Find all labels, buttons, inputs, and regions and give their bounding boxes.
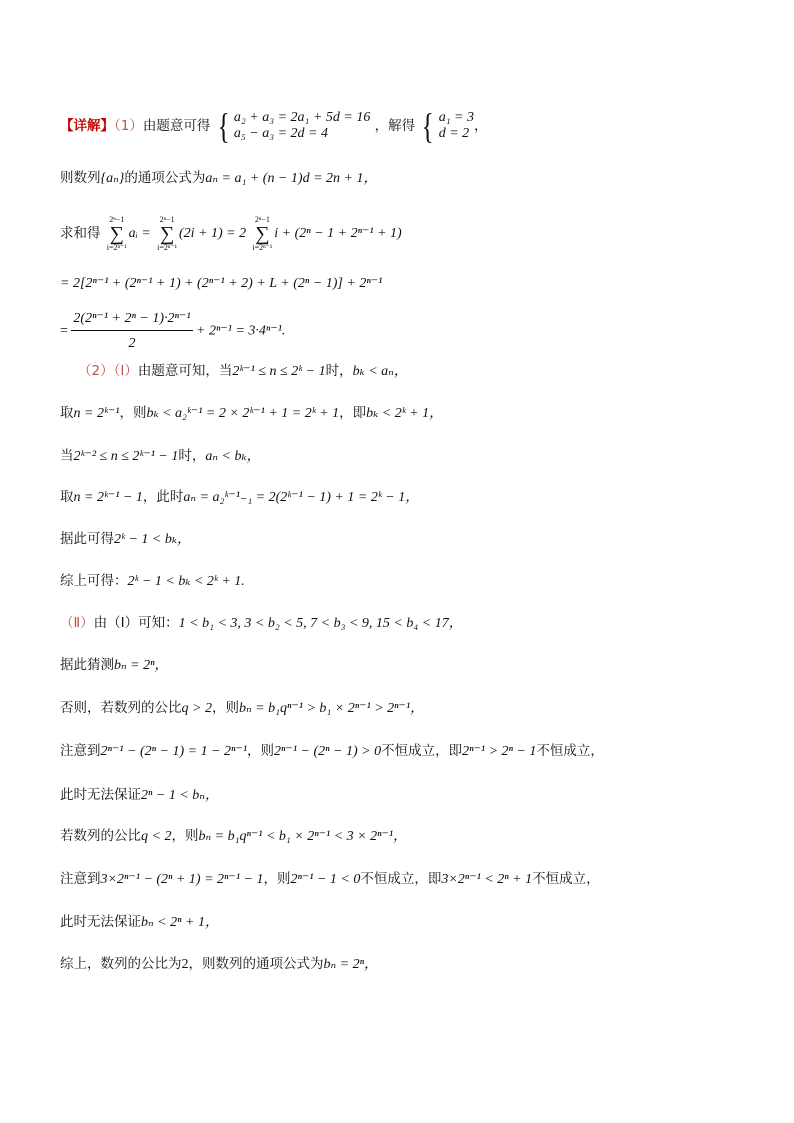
text: ，则数列的通项公式为 [188,956,324,972]
text: 取 [60,489,74,505]
line-note-1 [60,745,754,759]
text: 时， [325,363,353,379]
math: 2ᵏ − 1 < bₖ < 2ᵏ + 1. [127,574,245,589]
math: 2ⁿ⁻¹ − (2ⁿ − 1) = 1 − 2ⁿ⁻¹ [100,744,248,759]
denominator: 2 [128,336,136,352]
text: 注意到 [60,743,101,759]
text: 不恒成立，即 [360,871,442,887]
math: n = 2ᵏ⁻¹ [73,406,120,421]
equation: a₂ + a₃ = 2a₁ + 5d = 16 [233,110,371,125]
line-expansion [60,277,754,291]
line-final-conclusion [60,958,754,972]
text: ，此时 [142,489,184,505]
text: 求和得 [60,225,101,242]
line-cannot-guarantee-2 [60,916,754,930]
math: (2i + 1) = 2 [179,226,247,241]
math: {aₙ} [100,171,125,186]
text: 不恒成立，即 [381,743,463,759]
text: 此时无法保证 [60,787,141,803]
text: 综上可得： [60,573,128,589]
math: bₙ < 2ⁿ + 1， [141,915,219,930]
math: 2ⁿ − 1 < bₙ， [141,788,219,803]
equation: a₅ − a₃ = 2d = 4 [233,126,328,141]
math: = 2[2ⁿ⁻¹ + (2ⁿ⁻¹ + 1) + (2ⁿ⁻¹ + 2) + L + (2ⁿ − 1)] + 2ⁿ⁻¹ [60,276,383,291]
lower-limit: i=2ⁿ⁻¹ [252,243,273,252]
math: 2ᵏ⁻² ≤ n ≤ 2ᵏ⁻¹ − 1 [73,449,179,464]
solution-system [419,108,474,144]
left-brace: { [217,106,230,146]
line-ratio-less [60,830,754,844]
line-general-term [60,172,754,186]
math: q < 2 [141,829,172,844]
part-number: （Ⅱ） [60,615,94,631]
line-part2-ii [60,617,754,631]
line-part2-intro [78,365,754,379]
left-brace: { [421,106,435,146]
text: ，则 [211,700,239,716]
line-take-n [60,407,754,421]
part-number: （2）（Ⅰ） [78,363,138,379]
math: + 2ⁿ⁻¹ = 3·4ⁿ⁻¹. [196,323,286,339]
text: 则数列 [60,170,101,186]
upper-limit: 2ⁿ−1 [254,215,270,224]
math: i + (2ⁿ − 1 + 2ⁿ⁻¹ + 1) [274,226,402,241]
text: 此时无法保证 [60,914,141,930]
math: 2ᵏ − 1 < bₖ， [114,532,191,547]
math: q > 2 [181,701,212,716]
math: 1 < b₁ < 3, 3 < b₂ < 5, 7 < b₃ < 9, 15 < b₄ < 17， [178,616,463,631]
text: 由题意可得 [142,118,211,134]
text: ， [474,118,488,134]
math: bₙ = b₁qⁿ⁻¹ > b₁ × 2ⁿ⁻¹ > 2ⁿ⁻¹， [238,701,425,716]
text: ，则 [263,871,291,887]
equation: a₁ = 3 [438,110,475,125]
sigma: ∑ [159,223,175,245]
text: 若数列的公比 [60,828,141,844]
line-ratio-greater [60,702,754,716]
line-deduce [60,533,754,547]
text: 取 [60,405,74,421]
line-note-2 [60,873,754,887]
text: 注意到 [60,871,101,887]
math: = [60,323,68,339]
line-part1-setup [60,108,754,144]
line-summation [60,216,754,252]
math: aₙ = a₁ + (n − 1)d = 2n + 1， [205,171,378,186]
math: 2ⁿ⁻¹ − 1 < 0 [290,872,361,887]
line-when-range [60,450,754,464]
text: 的通项公式为 [124,170,206,186]
text: 当 [60,448,74,464]
upper-limit: 2ⁿ−1 [109,215,125,224]
text: 由题意可知，当 [137,363,233,379]
line-take-n-2 [60,491,754,505]
lower-limit: i=2ⁿ⁻¹ [157,243,178,252]
math: aₙ = a₂ᵏ⁻¹₋₁ = 2(2ᵏ⁻¹ − 1) + 1 = 2ᵏ − 1， [183,490,420,505]
text: ，则 [119,405,147,421]
math: bₖ < 2ᵏ + 1， [366,406,444,421]
math: 2ⁿ⁻¹ − (2ⁿ − 1) > 0 [274,744,382,759]
text: ，解得 [374,118,416,134]
math: 3×2ⁿ⁻¹ − (2ⁿ + 1) = 2ⁿ⁻¹ − 1 [100,872,264,887]
sum-operator [107,216,127,252]
line-conclusion-1 [60,575,754,589]
text: 不恒成立， [532,871,600,887]
solution-heading: 【详解】 [60,118,114,134]
text: 否则，若数列的公比 [60,700,182,716]
equation-system [215,108,371,144]
math: aₙ < bₖ， [205,449,261,464]
text: 由（Ⅰ）可知： [93,615,179,631]
sigma: ∑ [109,223,124,245]
upper-limit: 2ⁿ−1 [159,215,175,224]
text: 时， [178,448,206,464]
text: 据此猜测 [60,657,114,673]
text: 不恒成立， [536,743,604,759]
sum-operator [157,216,177,252]
text: 综上，数列的公比为 [60,956,182,972]
sigma: ∑ [255,223,270,245]
line-fraction-result [60,310,754,353]
line-cannot-guarantee-1 [60,789,754,803]
line-guess [60,659,754,673]
math: 2 [181,957,189,972]
math: 3×2ⁿ⁻¹ < 2ⁿ + 1 [441,872,533,887]
text: ，即 [339,405,367,421]
numerator: 2(2ⁿ⁻¹ + 2ⁿ − 1)·2ⁿ⁻¹ [71,310,192,331]
sum-operator [252,216,272,252]
text: ，则 [171,828,199,844]
math: bₖ < a₂ᵏ⁻¹ = 2 × 2ᵏ⁻¹ + 1 = 2ᵏ + 1 [146,406,340,421]
math: 2ᵏ⁻¹ ≤ n ≤ 2ᵏ − 1 [232,364,326,379]
fraction [71,310,192,353]
text: ，则 [247,743,275,759]
text: 据此可得 [60,531,114,547]
lower-limit: i=2ⁿ⁻¹ [106,243,127,252]
math: bₙ = 2ⁿ， [323,957,379,972]
math: aᵢ = [128,226,151,241]
part-number: （1） [114,118,143,134]
math: n = 2ᵏ⁻¹ − 1 [73,490,143,505]
math: bₙ = 2ⁿ， [114,658,169,673]
math: 2ⁿ⁻¹ > 2ⁿ − 1 [462,744,537,759]
math: bₖ < aₙ， [352,364,408,379]
math: bₙ = b₁qⁿ⁻¹ < b₁ × 2ⁿ⁻¹ < 3 × 2ⁿ⁻¹， [198,829,408,844]
equation: d = 2 [438,126,470,141]
